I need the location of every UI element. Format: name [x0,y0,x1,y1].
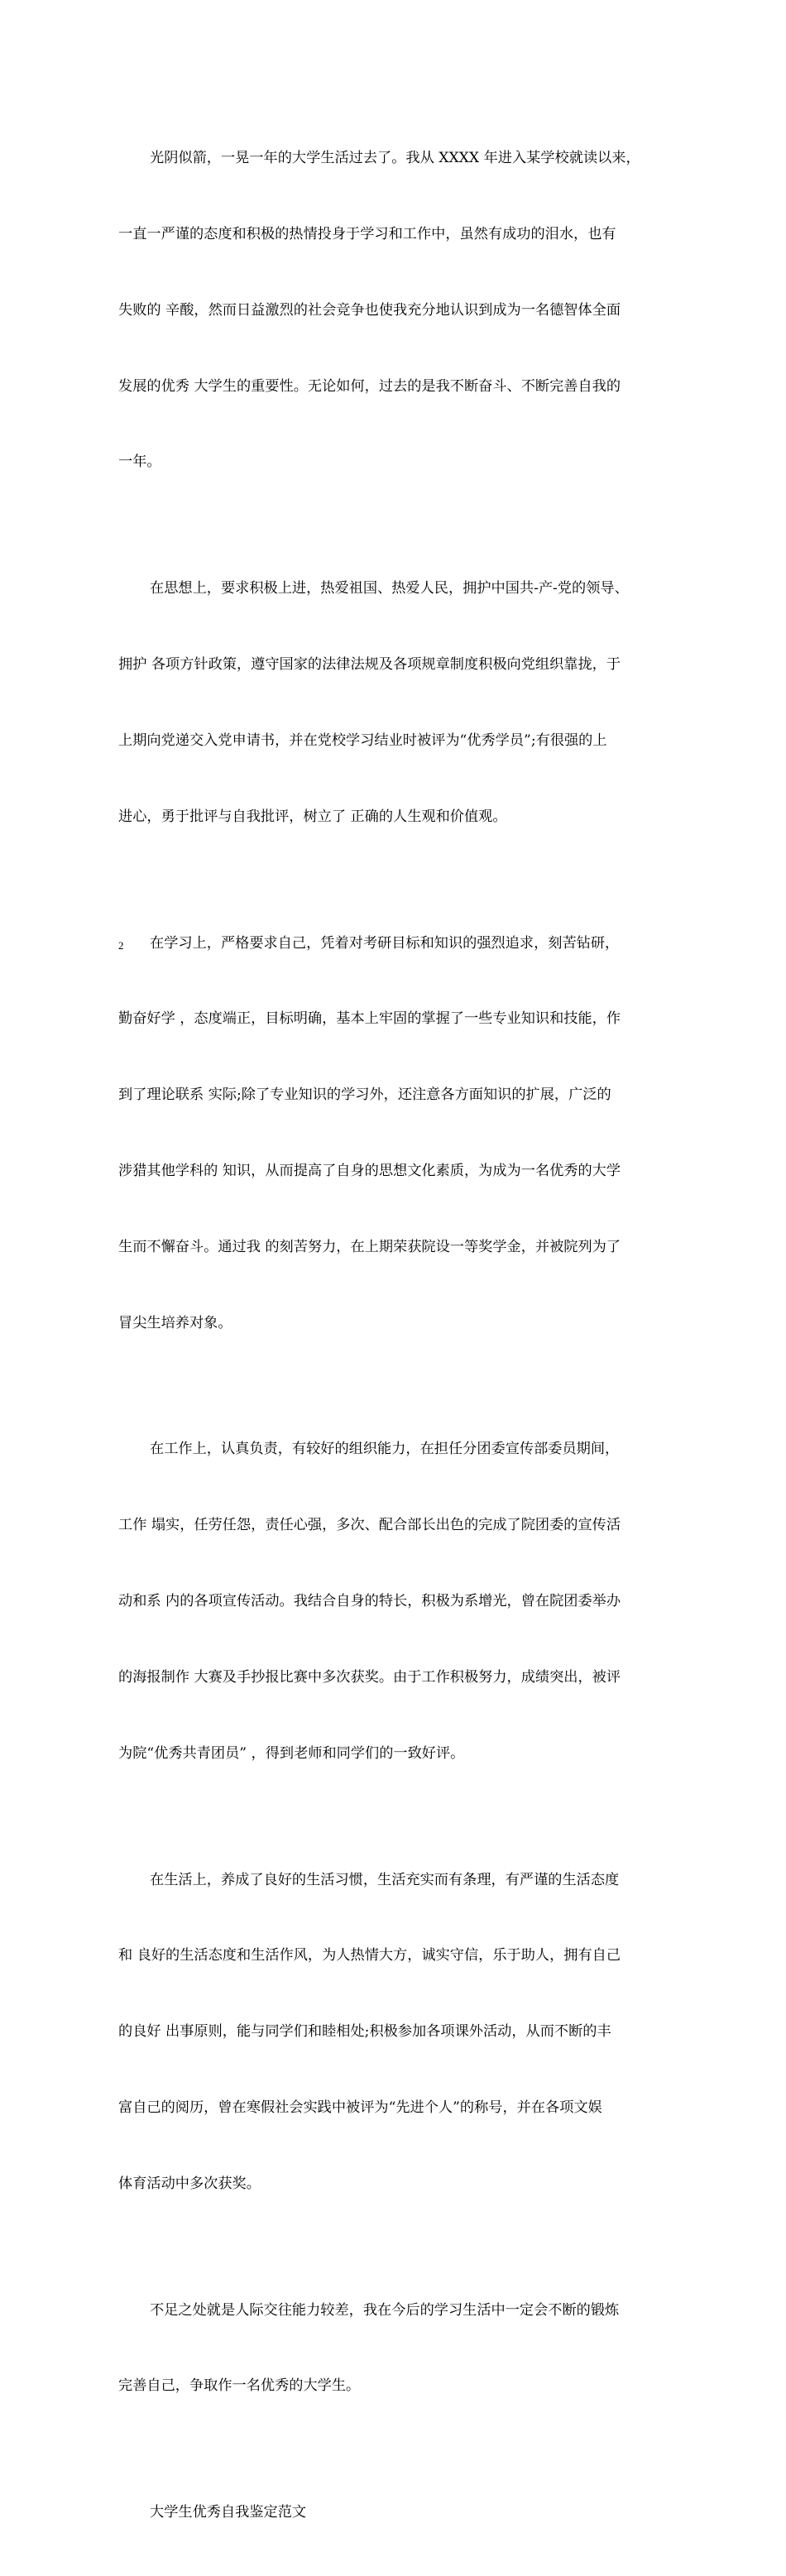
text-line: 大学生优秀自我鉴定范文 [150,2504,307,2521]
text-line: 发展的优秀 大学生的重要性。无论如何，过去的是我不断奋斗、不断完善自我的 [118,377,621,395]
text-line: 工作 塌实，任劳任怨，责任心强，多次、配合部长出色的完成了院团委的宣传活 [118,1517,621,1534]
text-line: 上期向党递交入党申请书，并在党校学习结业时被评为“优秀学员”;有很强的上 [118,732,607,749]
paragraph-study [118,880,673,1386]
text-line: 进心，勇于批评与自我批评，树立了 正确的人生观和价值观。 [118,808,507,825]
text-line: 生而不懈奋斗。通过我 的刻苦努力，在上期荣获院设一等奖学金，并被院列为了 [118,1238,621,1255]
text-line: 动和系 内的各项宣传活动。我结合自身的特长，积极为系增光，曾在院团委举办 [118,1593,621,1610]
text-line: 在思想上，要求积极上进，热爱祖国、热爱人民，拥护中国共-产-党的领导、 [150,580,629,597]
text-line: 到了理论联系 实际;除了专业知识的学习外，还注意各方面知识的扩展，广泛的 [118,1087,611,1104]
paragraph-work [118,1386,673,1816]
text-line: 勤奋好学 ，态度端正，目标明确，基本上牢固的掌握了一些专业知识和技能，作 [118,1010,621,1028]
text-line: 为院“优秀共青团员” ，得到老师和同学们的一致好评。 [118,1744,465,1762]
text-line: 失败的 辛酸，然而日益激烈的社会竞争也使我充分地认识到成为一名德智体全面 [118,301,621,319]
text-line: 的良好 出事原则，能与同学们和睦相处;积极参加各项课外活动，从而不断的丰 [118,2023,611,2041]
paragraph-thought [118,525,673,880]
text-line: 富自己的阅历，曾在寒假社会实践中被评为“先进个人”的称号，并在各项文娱 [118,2099,602,2116]
text-line: 的海报制作 大赛及手抄报比赛中多次获奖。由于工作积极努力，成绩突出，被评 [118,1668,621,1686]
text-line: 涉猎其他学科的 知识，从而提高了自身的思想文化素质，为成为一名优秀的大学 [118,1162,621,1179]
text-line: 在学习上，严格要求自己，凭着对考研目标和知识的强烈追求，刻苦钻研， [150,934,620,952]
text-line: 一直一严谨的态度和积极的热情投身于学习和工作中，虽然有成功的泪水，也有 [118,225,616,242]
page-number: 2 [118,939,124,952]
text-line: 完善自己，争取作一名优秀的大学生。 [118,2377,361,2395]
paragraph-life [118,1816,673,2247]
document-body [118,95,673,2576]
text-line: 光阴似箭，一晃一年的大学生活过去了。我从 XXXX 年进入某学校就读以来， [150,150,640,167]
text-line: 冒尖生培养对象。 [118,1314,232,1331]
text-line: 拥护 各项方针政策，遵守国家的法律法规及各项规章制度积极向党组织靠拢，于 [118,656,621,674]
paragraph-intro [118,95,673,525]
text-line: 一年。 [118,453,161,471]
section-heading [118,2449,673,2576]
text-line: 在生活上，养成了良好的生活习惯，生活充实而有条理，有严谨的生活态度 [150,1871,620,1888]
text-line: 在工作上，认真负责，有较好的组织能力，在担任分团委宣传部委员期间， [150,1441,620,1458]
text-line: 体育活动中多次获奖。 [118,2175,261,2192]
paragraph-shortcomings [118,2247,673,2449]
text-line: 和 良好的生活态度和生活作风，为人热情大方，诚实守信，乐于助人，拥有自己 [118,1947,621,1964]
text-line: 不足之处就是人际交往能力较差，我在今后的学习生活中一定会不断的锻炼 [150,2301,620,2319]
